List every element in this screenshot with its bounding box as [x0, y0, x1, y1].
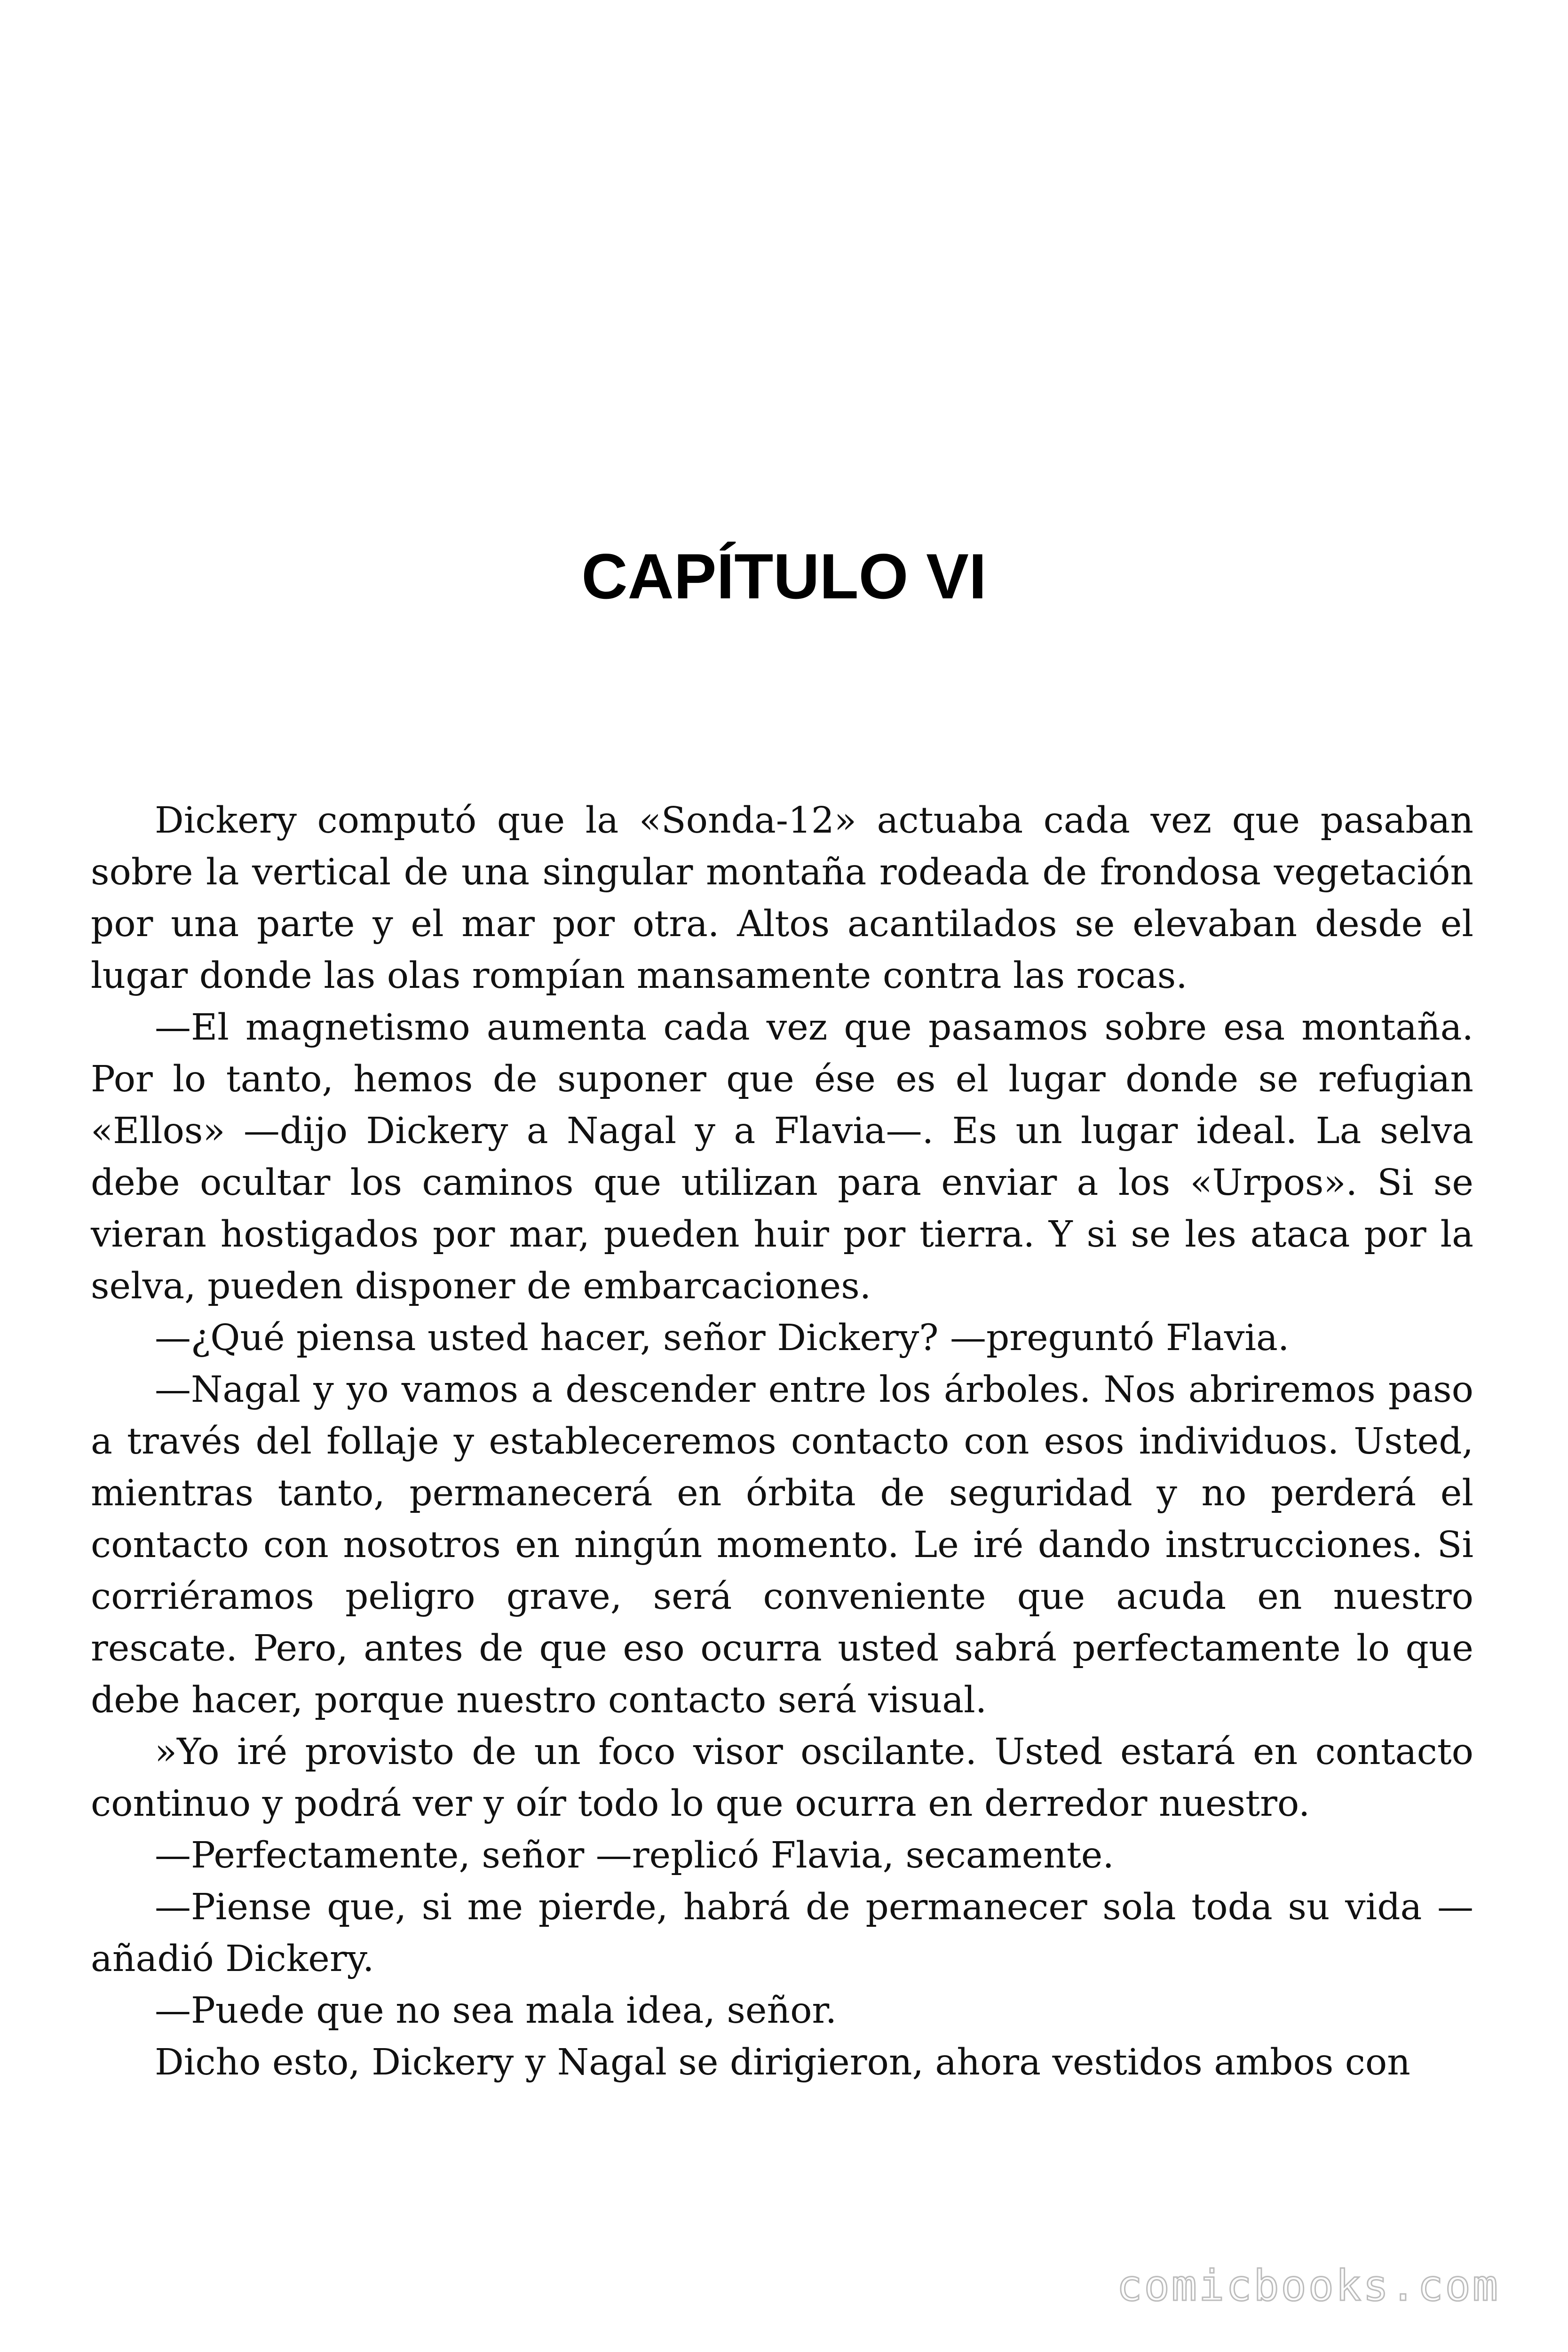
paragraph: —Piense que, si me pierde, habrá de permanecer sola toda su vida —añadió Dickery. [91, 1886, 1473, 1980]
paragraph: —Perfectamente, señor —replicó Flavia, secamente. [155, 1835, 1114, 1876]
chapter-title: CAPÍTULO VI [581, 540, 987, 612]
paragraph: —Nagal y yo vamos a descender entre los árboles. Nos abriremos paso a través del follaje y estableceremos contacto con esos individuos. Usted, mientras tanto, permanecerá en órbita de seguridad y no perderá el contacto con nosotros en ningún momento. Le iré dando instrucciones. Si corriéramos peligro grave, será conveniente que acuda en nuestro rescate. Pero, antes de que eso ocurra usted sabrá perfectamente lo que debe hacer, porque nuestro contacto será visual. [91, 1369, 1473, 1721]
paragraph: —El magnetismo aumenta cada vez que pasamos sobre esa montaña. Por lo tanto, hemos de suponer que ése es el lugar donde se refugian «Ellos» —dijo Dickery a Nagal y a Flavia—. Es un lugar ideal. La selva debe ocultar los caminos que utilizan para enviar a los «Urpos». Si se vieran hostigados por mar, pueden huir por tierra. Y si se les ataca por la selva, pueden disponer de embarcaciones. [91, 1007, 1473, 1307]
body-text [91, 795, 1473, 2089]
paragraph: Dickery computó que la «Sonda-12» actuaba cada vez que pasaban sobre la vertical de una singular montaña rodeada de frondosa vegetación por una parte y el mar por otra. Altos acantilados se elevaban desde el lugar donde las olas rompían mansamente contra las rocas. [91, 800, 1473, 997]
paragraph: —Puede que no sea mala idea, señor. [155, 1990, 837, 2032]
watermark: comicbooks.com [1117, 2261, 1500, 2311]
paragraph: Dicho esto, Dickery y Nagal se dirigieron, ahora vestidos ambos con [155, 2042, 1410, 2083]
paragraph: —¿Qué piensa usted hacer, señor Dickery? —preguntó Flavia. [155, 1317, 1290, 1359]
paragraph: »Yo iré provisto de un foco visor oscilante. Usted estará en contacto continuo y podrá ver y oír todo lo que ocurra en derredor nuestro. [91, 1731, 1473, 1825]
